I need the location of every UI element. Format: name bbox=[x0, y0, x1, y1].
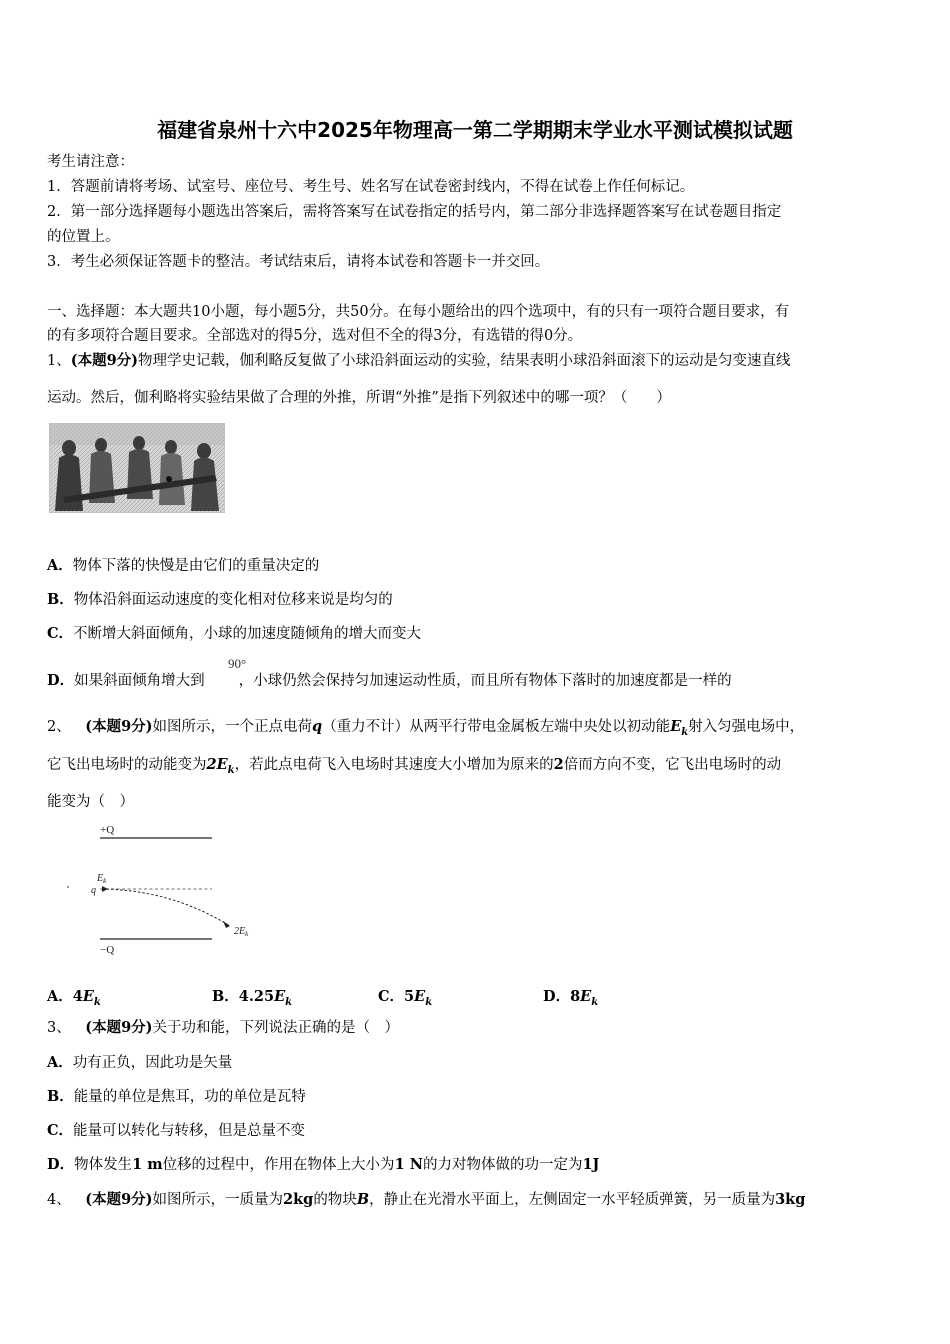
option-label: C． bbox=[378, 988, 405, 1005]
exam-title: 福建省泉州十六中2025年物理高一第二学期期末学业水平测试模拟试题 bbox=[157, 118, 793, 142]
q1-score: (本题9分) bbox=[70, 352, 139, 369]
unit-value: 1 m bbox=[132, 1156, 163, 1173]
q1-option-a[interactable] bbox=[47, 556, 906, 576]
energy-symbol: E bbox=[670, 718, 682, 735]
stray-dot bbox=[67, 886, 69, 888]
q1-stem-line-1 bbox=[47, 351, 906, 371]
notice-item-3: 3．考生必须保证答题卡的整洁。考试结束后，请将本试卷和答题卡一并交回。 bbox=[47, 254, 550, 270]
q2-stem-line-3: 能变为（ ） bbox=[47, 794, 134, 810]
energy-symbol: E bbox=[414, 988, 426, 1005]
option-text: 功有正负，因此功是矢量 bbox=[72, 1055, 233, 1071]
option-label: B． bbox=[47, 1088, 74, 1105]
q3-option-c[interactable] bbox=[47, 1121, 906, 1141]
unit-value: 1 N bbox=[394, 1156, 423, 1173]
option-label: B． bbox=[47, 591, 74, 608]
energy-subscript: k bbox=[227, 764, 235, 776]
q4-text: 的物块 bbox=[313, 1192, 357, 1208]
charge-label: q bbox=[91, 885, 96, 896]
option-text: 物体下落的快慢是由它们的重量决定的 bbox=[72, 558, 320, 574]
parallel-plates-figure bbox=[62, 818, 262, 958]
exit-energy-label: $2E_k$ bbox=[234, 926, 249, 938]
q2-stem-line-1 bbox=[47, 717, 906, 743]
option-text: ，小球仍然会保持匀加速运动性质，而且所有物体下落时的加速度都是一样的 bbox=[238, 673, 732, 689]
option-text: 不断增大斜面倾角，小球的加速度随倾角的增大而变大 bbox=[73, 626, 422, 642]
block-symbol: B bbox=[356, 1191, 370, 1208]
notice-item-2: 2．第一部分选择题每小题选出答案后，需将答案写在试卷指定的括号内，第二部分非选择题答案写在试卷题目指定 bbox=[47, 204, 782, 220]
option-label: D． bbox=[47, 672, 75, 689]
unit-value: 1J bbox=[582, 1156, 600, 1173]
section-header-line-1: 一、选择题：本大题共10小题，每小题5分，共50分。在每小题给出的四个选项中，有的只有一项符合题目要求，有 bbox=[47, 304, 790, 320]
option-label: C． bbox=[47, 625, 74, 642]
section-header-line-2: 的有多项符合题目要求。全部选对的得5分，选对但不全的得3分，有选错的得0分。 bbox=[47, 328, 583, 344]
option-text: 能量的单位是焦耳，功的单位是瓦特 bbox=[73, 1089, 306, 1105]
notice-item-1: 1．答题前请将考场、试室号、座位号、考生号、姓名写在试卷密封线内，不得在试卷上作任何标记。 bbox=[47, 179, 695, 195]
q1-option-d[interactable] bbox=[47, 671, 906, 691]
q2-score: (本题9分) bbox=[85, 718, 153, 735]
q2-options-row bbox=[47, 985, 907, 1008]
q3-option-d[interactable] bbox=[47, 1155, 906, 1175]
option-text: 位移的过程中，作用在物体上大小为 bbox=[162, 1157, 395, 1173]
option-label: A． bbox=[47, 557, 73, 574]
mass-value: 3kg bbox=[775, 1191, 806, 1208]
q2-option-b[interactable] bbox=[212, 985, 292, 1008]
option-text: 物体沿斜面运动速度的变化相对位移来说是均匀的 bbox=[73, 592, 393, 608]
q4-number: 4、 bbox=[47, 1192, 71, 1208]
q2-number: 2、 bbox=[47, 719, 71, 735]
energy-subscript: k bbox=[681, 726, 689, 738]
q2-text: ，若此点电荷飞入电场时其速度大小增加为原来的 bbox=[234, 757, 554, 773]
trajectory-curve bbox=[102, 889, 230, 926]
q3-score: (本题9分) bbox=[85, 1019, 153, 1036]
energy-symbol: E bbox=[580, 988, 592, 1005]
option-coefficient: 5 bbox=[404, 988, 415, 1005]
q3-number: 3、 bbox=[47, 1020, 71, 1036]
q2-number-value: 2 bbox=[553, 756, 564, 773]
q2-text: 它飞出电场时的动能变为 bbox=[47, 757, 207, 773]
q2-text: （重力不计）从两平行带电金属板左端中央处以初动能 bbox=[322, 719, 671, 735]
mass-value: 2kg bbox=[283, 1191, 314, 1208]
option-coefficient: 4 bbox=[72, 988, 83, 1005]
option-coefficient: 4.25 bbox=[238, 988, 275, 1005]
option-coefficient: 8 bbox=[570, 988, 581, 1005]
q1-stem-line-2: 运动。然后，伽利略将实验结果做了合理的外推，所谓“外推”是指下列叙述中的哪一项？（ ） bbox=[47, 390, 671, 406]
top-plate-label: +Q bbox=[100, 824, 115, 836]
charge-symbol: q bbox=[312, 718, 323, 735]
q4-score: (本题9分) bbox=[85, 1191, 153, 1208]
q1-option-b[interactable] bbox=[47, 590, 906, 610]
q3-stem bbox=[47, 1018, 906, 1038]
trajectory-arrow-icon bbox=[223, 921, 230, 928]
option-label: A． bbox=[47, 988, 73, 1005]
galileo-illustration bbox=[49, 423, 225, 513]
energy-subscript: k bbox=[425, 996, 433, 1008]
q2-option-a[interactable] bbox=[47, 985, 101, 1008]
option-text: 能量可以转化与转移，但是总量不变 bbox=[73, 1123, 306, 1139]
q4-stem-line-1 bbox=[47, 1190, 906, 1210]
energy-symbol: E bbox=[82, 988, 94, 1005]
q2-text: 如图所示，一个正点电荷 bbox=[152, 719, 313, 735]
energy-subscript: k bbox=[93, 996, 101, 1008]
energy-subscript: k bbox=[591, 996, 599, 1008]
q2-text: 倍而方向不变，它飞出电场时的动 bbox=[563, 757, 782, 773]
entry-arrow-icon bbox=[102, 886, 108, 892]
energy-symbol: 2E bbox=[206, 756, 228, 773]
angle-90-degrees: 90° bbox=[228, 656, 247, 671]
q3-option-a[interactable] bbox=[47, 1053, 906, 1073]
energy-symbol: E bbox=[274, 988, 286, 1005]
option-label: A． bbox=[47, 1054, 73, 1071]
q2-option-d[interactable] bbox=[543, 985, 598, 1008]
q4-text: ，静止在光滑水平面上，左侧固定一水平轻质弹簧，另一质量为 bbox=[369, 1192, 776, 1208]
option-label: D． bbox=[543, 988, 571, 1005]
energy-subscript: k bbox=[285, 996, 293, 1008]
q1-text-1: 物理学史记载，伽利略反复做了小球沿斜面运动的实验，结果表明小球沿斜面滚下的运动是匀变速直线 bbox=[138, 353, 791, 369]
q2-stem-line-2 bbox=[47, 755, 906, 781]
q3-option-b[interactable] bbox=[47, 1087, 906, 1107]
option-text: 物体发生 bbox=[74, 1157, 133, 1173]
q1-option-c[interactable] bbox=[47, 624, 906, 644]
notice-item-2-cont: 的位置上。 bbox=[47, 229, 120, 245]
option-text: 如果斜面倾角增大到 bbox=[74, 673, 205, 689]
q4-text: 如图所示，一质量为 bbox=[152, 1192, 284, 1208]
entry-energy-label: $E_k$ bbox=[97, 873, 107, 885]
notice-heading: 考生请注意： bbox=[47, 154, 134, 170]
bottom-plate-label: −Q bbox=[100, 944, 115, 956]
option-label: D． bbox=[47, 1156, 75, 1173]
q3-text: 关于功和能，下列说法正确的是（ ） bbox=[152, 1020, 400, 1036]
q2-option-c[interactable] bbox=[378, 985, 432, 1008]
option-label: B． bbox=[212, 988, 239, 1005]
q1-number: 1、 bbox=[47, 353, 71, 369]
option-text: 的力对物体做的功一定为 bbox=[422, 1157, 583, 1173]
option-label: C． bbox=[47, 1122, 74, 1139]
q2-text: 射入匀强电场中， bbox=[688, 719, 805, 735]
